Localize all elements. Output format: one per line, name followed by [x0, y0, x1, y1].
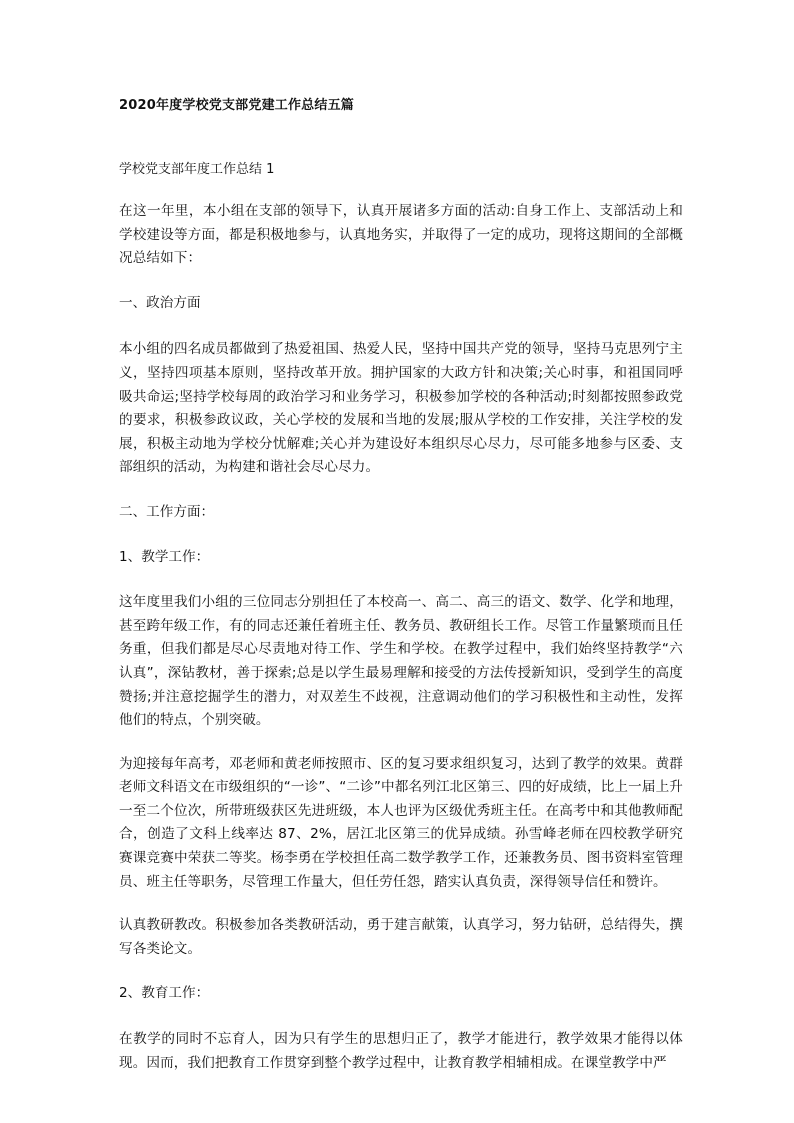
education-paragraph: 在教学的同时不忘育人，因为只有学生的思想归正了，教学才能进行，教学效果才能得以体现。因而，我们把教育工作贯穿到整个教学过程中，让教育教学相辅相成。在课堂教学中严 [119, 1031, 683, 1071]
teaching-paragraph-3: 认真教研教改。积极参加各类教研活动，勇于建言献策，认真学习，努力钻研，总结得失，撰写各类论文。 [119, 917, 683, 957]
heading-work: 二、工作方面： [119, 503, 215, 520]
document-title: 2020年度学校党支部党建工作总结五篇 [119, 98, 354, 113]
document-page [119, 96, 683, 1075]
intro-paragraph: 在这一年里，本小组在支部的领导下，认真开展诸多方面的活动:自身工作上、支部活动上和学校建设等方面，都是积极地参与，认真地务实，并取得了一定的成功，现将这期间的全部概况总结如下： [119, 203, 683, 267]
teaching-paragraph-1: 这年度里我们小组的三位同志分别担任了本校高一、高二、高三的语文、数学、化学和地理，甚至跨年级工作，有的同志还兼任着班主任、教务员、教研组长工作。尽管工作量繁琐而且任务重，但我们都是尽心尽责地对待工作、学生和学校。在教学过程中，我们始终坚持教学“六认真”，深钻教材，善于探索;总是以学生最易理解和接受的方法传授新知识，受到学生的高度赞扬;并注意挖掘学生的潜力，对双差生不歧视，注意调动他们的学习积极性和主动性，发挥他们的特点，个别突破。 [119, 594, 683, 729]
heading-education: 2、教育工作： [119, 985, 210, 1002]
politics-paragraph: 本小组的四名成员都做到了热爱祖国、热爱人民，坚持中国共产党的领导，坚持马克思列宁主义，坚持四项基本原则，坚持改革开放。拥护国家的大政方针和决策;关心时事，和祖国同呼吸共命运;坚持学校每周的政治学习和业务学习，积极参加学校的各种活动;时刻都按照参政党的要求，积极参政议政，关心学校的发展和当地的发展;服从学校的工作安排，关注学校的发展，积极主动地为学校分忧解难;关心并为建设好本组织尽心尽力，尽可能多地参与区委、支部组织的活动，为构建和谐社会尽心尽力。 [119, 341, 683, 476]
section-title: 学校党支部年度工作总结 1 [119, 162, 275, 177]
heading-politics: 一、政治方面 [119, 294, 201, 311]
teaching-paragraph-2: 为迎接每年高考，邓老师和黄老师按照市、区的复习要求组织复习，达到了教学的效果。黄群老师文科语文在市级组织的“一诊”、“二诊”中都名列江北区第三、四的好成绩，比上一届上升一至二个位次，所带班级获区先进班级，本人也评为区级优秀班主任。在高考中和其他教师配合，创造了文科上线率达 87、2%，居江北区第三的优异成绩。孙雪峰老师在四校教学研究赛课竞赛中荣获二等奖。杨李勇在学校担任高二数学教学工作，还兼教务员、图书资料室管理员、班主任等职务，尽管理工作量大，但任劳任怨，踏实认真负责，深得领导信任和赞许。 [119, 755, 683, 890]
heading-teaching: 1、教学工作： [119, 548, 210, 565]
